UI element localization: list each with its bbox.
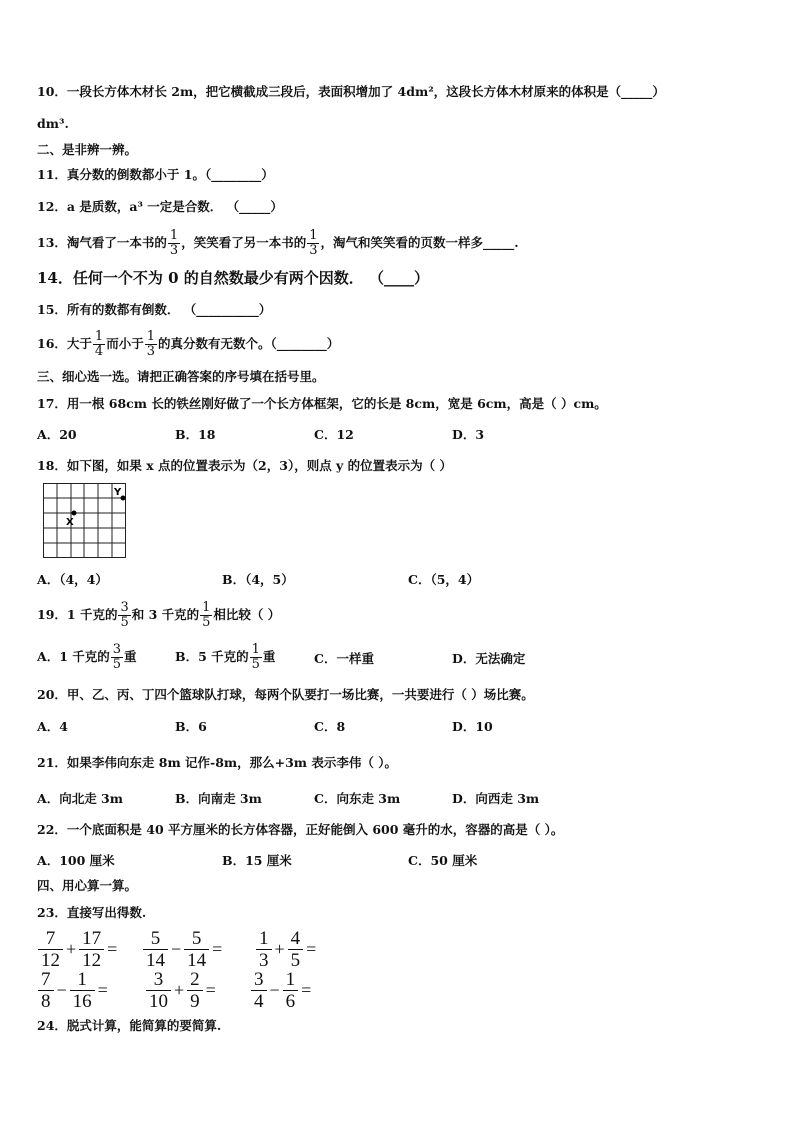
q13: 13．淘气看了一本书的 $\frac{1}{3}$ ，笑笑看了另一本书的 $\frac{1}{3}$ ，淘气和笑笑看的页数一样多_____. xyxy=(37,228,519,258)
q10-line2: dm³. xyxy=(37,116,69,131)
q17-option-b: B．18 xyxy=(175,427,216,442)
q23-expr-6: $\frac{3}{4}$ − $\frac{1}{6}$ = xyxy=(250,969,313,1012)
coordinate-grid xyxy=(43,483,127,559)
q23-expr-2: $\frac{5}{14}$ − $\frac{5}{14}$ = xyxy=(142,928,224,971)
q17-option-d: D．3 xyxy=(452,427,485,442)
q21-option-a: A．向北走 3m xyxy=(37,791,123,806)
q23-expr-3: $\frac{1}{3}$ + $\frac{4}{5}$ = xyxy=(255,928,318,971)
q17-option-a: A．20 xyxy=(37,427,77,442)
fraction: $\frac{3}{5}$ xyxy=(112,642,122,672)
q17-stem: 17．用一根 68cm 长的铁丝刚好做了一个长方体框架，它的长是 8cm，宽是 6cm，高是（ ）cm。 xyxy=(37,396,607,411)
q18-option-c: C．（5，4） xyxy=(408,572,480,587)
q17-option-c: C．12 xyxy=(314,427,354,442)
q16: 16．大于 $\frac{1}{4}$ 而小于 $\frac{1}{3}$ 的真分数有无数个。（________） xyxy=(37,329,340,359)
q20-option-a: A．4 xyxy=(37,719,68,734)
q15: 15．所有的数都有倒数． （__________） xyxy=(37,302,272,317)
q14: 14．任何一个不为 0 的自然数最少有两个因数． （____） xyxy=(37,269,429,287)
q22-option-b: B．15 厘米 xyxy=(222,853,292,868)
q11: 11．真分数的倒数都小于 1。（________） xyxy=(37,167,274,182)
q22-option-c: C．50 厘米 xyxy=(408,853,478,868)
q20-option-b: B．6 xyxy=(175,719,207,734)
q22-stem: 22．一个底面积是 40 平方厘米的长方体容器，正好能倒入 600 毫升的水，容器的高是（ ）。 xyxy=(37,822,564,837)
section-3-heading: 三、细心选一选。请把正确答案的序号填在括号里。 xyxy=(37,369,325,384)
section-2-heading: 二、是非辨一辨。 xyxy=(37,142,138,157)
fraction: $\frac{3}{5}$ xyxy=(120,600,129,630)
q10-line1: 10．一段长方体木材长 2m，把它横截成三段后，表面积增加了 4dm²，这段长方体木材原来的体积是（_____） xyxy=(37,84,665,99)
q19-option-c: C．一样重 xyxy=(314,651,374,666)
q24: 24．脱式计算，能简算的要简算. xyxy=(37,1018,222,1033)
q19-option-d: D．无法确定 xyxy=(452,651,526,666)
fraction: $\frac{1}{3}$ xyxy=(146,329,155,359)
point-y xyxy=(121,496,126,501)
q21-option-c: C．向东走 3m xyxy=(314,791,401,806)
q19-stem: 19．1 千克的 $\frac{3}{5}$ 和 3 千克的 $\frac{1}{5}$ 相比较（ ） xyxy=(37,600,281,630)
fraction: $\frac{1}{3}$ xyxy=(309,228,318,258)
q20-option-d: D．10 xyxy=(452,719,493,734)
q12: 12．a 是质数，a³ 一定是合数． （_____） xyxy=(37,199,283,214)
fraction: $\frac{1}{4}$ xyxy=(94,329,104,359)
q23-stem: 23．直接写出得数. xyxy=(37,905,147,920)
fraction: $\frac{1}{5}$ xyxy=(251,642,260,672)
section-4-heading: 四、用心算一算。 xyxy=(37,878,138,893)
q20-stem: 20．甲、乙、丙、丁四个篮球队打球，每两个队要打一场比赛，一共要进行（ ）场比赛。 xyxy=(37,687,534,702)
q23-expr-5: $\frac{3}{10}$ + $\frac{2}{9}$ = xyxy=(145,969,218,1012)
q19-option-b: B．5 千克的 $\frac{1}{5}$ 重 xyxy=(175,642,276,672)
q20-option-c: C．8 xyxy=(314,719,346,734)
q22-option-a: A．100 厘米 xyxy=(37,853,115,868)
q18-stem: 18．如下图，如果 x 点的位置表示为（2，3），则点 y 的位置表示为（ ） xyxy=(37,458,453,473)
q23-expr-4: $\frac{7}{8}$ − $\frac{1}{16}$ = xyxy=(37,969,110,1012)
q18-option-a: A．（4，4） xyxy=(37,572,108,587)
q21-stem: 21．如果李伟向东走 8m 记作-8m，那么+3m 表示李伟（ ）。 xyxy=(37,755,397,770)
fraction: $\frac{1}{3}$ xyxy=(169,228,179,258)
point-x xyxy=(72,511,77,516)
q23-expr-1: $\frac{7}{12}$ + $\frac{17}{12}$ = xyxy=(37,928,119,971)
point-y-label: Y xyxy=(114,487,122,498)
point-x-label: X xyxy=(66,517,74,528)
q21-option-b: B．向南走 3m xyxy=(175,791,262,806)
q19-option-a: A．1 千克的 $\frac{3}{5}$ 重 xyxy=(37,642,137,672)
q18-option-b: B．（4，5） xyxy=(222,572,294,587)
fraction: $\frac{1}{5}$ xyxy=(202,600,211,630)
q21-option-d: D．向西走 3m xyxy=(452,791,540,806)
